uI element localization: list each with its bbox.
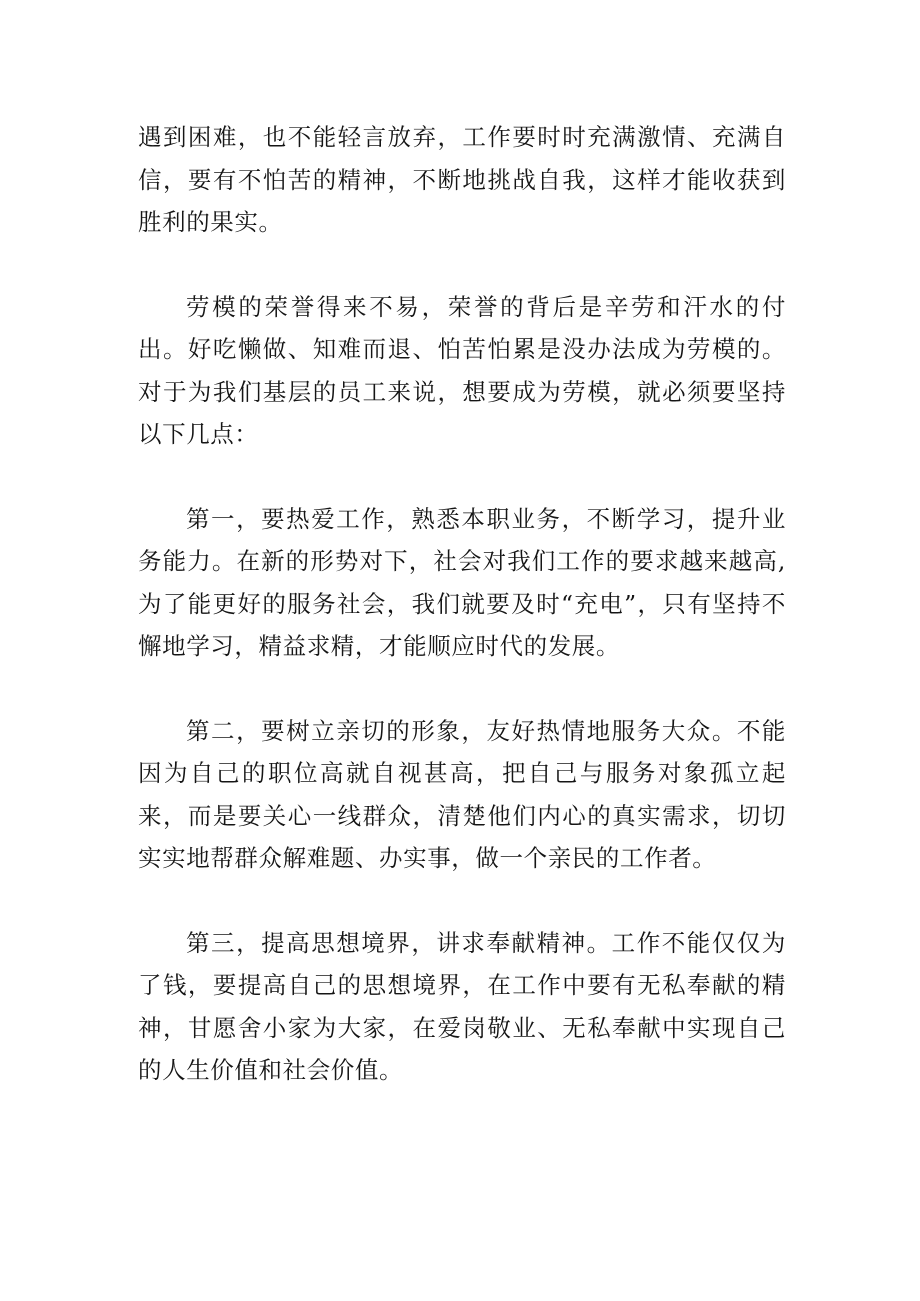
paragraph-point-three: 第三，提高思想境界，讲求奉献精神。工作不能仅仅为了钱，要提高自己的思想境界，在工作中要有无私奉献的精神，甘愿舍小家为大家，在爱岗敬业、无私奉献中实现自己的人生价值和社会价值。	[138, 928, 786, 1084]
paragraph-point-two: 第二，要树立亲切的形象，友好热情地服务大众。不能因为自己的职位高就自视甚高，把自己与服务对象孤立起来，而是要关心一线群众，清楚他们内心的真实需求，切切实实地帮群众解难题、办实事，做一个亲民的工作者。	[138, 716, 786, 872]
paragraph-model-worker-honor: 劳模的荣誉得来不易，荣誉的背后是辛劳和汗水的付出。好吃懒做、知难而退、怕苦怕累是没办法成为劳模的。对于为我们基层的员工来说，想要成为劳模，就必须要坚持以下几点：	[138, 292, 786, 448]
document-body	[138, 116, 786, 1092]
paragraph-point-one: 第一，要热爱工作，熟悉本职业务，不断学习，提升业务能力。在新的形势对下，社会对我们工作的要求越来越高,为了能更好的服务社会，我们就要及时“充电”，只有坚持不懈地学习，精益求精，才能顺应时代的发展。	[138, 504, 786, 660]
paragraph-continuation: 遇到困难，也不能轻言放弃，工作要时时充满激情、充满自信，要有不怕苦的精神，不断地挑战自我，这样才能收获到胜利的果实。	[138, 123, 786, 236]
